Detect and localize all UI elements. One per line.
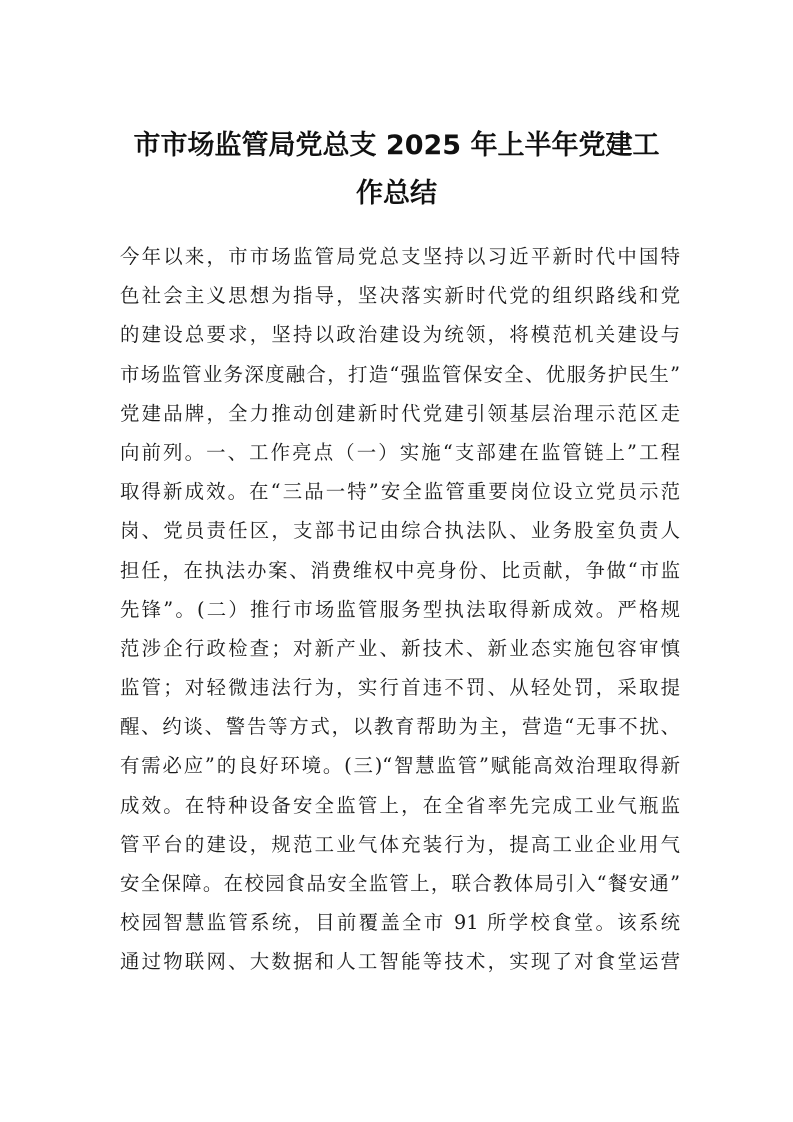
body-line: 取得新成效。在“三品一特”安全监管重要岗位设立党员示范 [120, 480, 680, 504]
body-line: 范涉企行政检查；对新产业、新技术、新业态实施包容审慎 [120, 636, 680, 660]
body-line: 党建品牌，全力推动创建新时代党建引领基层治理示范区走 [120, 401, 680, 425]
body-line: 担任，在执法办案、消费维权中亮身份、比贡献，争做“市监 [120, 558, 680, 582]
title-line-1: 市市场监管局党总支 2025 年上半年党建工 [133, 130, 660, 161]
document-title [100, 122, 693, 218]
body-line: 醒、约谈、警告等方式，以教育帮助为主，营造“无事不扰、 [120, 715, 680, 739]
body-line: 监管；对轻微违法行为，实行首违不罚、从轻处罚，采取提 [120, 676, 680, 700]
document-body [120, 237, 680, 982]
body-line: 成效。在特种设备安全监管上，在全省率先完成工业气瓶监 [120, 793, 680, 817]
body-line: 岗、党员责任区，支部书记由综合执法队、业务股室负责人 [120, 519, 680, 543]
body-line: 色社会主义思想为指导，坚决落实新时代党的组织路线和党 [120, 284, 680, 308]
body-line: 向前列。一、工作亮点（一）实施“支部建在监管链上”工程 [120, 440, 680, 464]
body-line: 管平台的建设，规范工业气体充装行为，提高工业企业用气 [120, 832, 680, 856]
body-line: 安全保障。在校园食品安全监管上，联合教体局引入“餐安通” [120, 872, 680, 895]
body-line: 先锋”。(二）推行市场监管服务型执法取得新成效。严格规 [120, 597, 680, 621]
body-line: 校园智慧监管系统，目前覆盖全市 91 所学校食堂。该系统 [120, 911, 680, 935]
body-line: 有需必应”的良好环境。(三)“智慧监管”赋能高效治理取得新 [120, 754, 680, 778]
body-line: 的建设总要求，坚持以政治建设为统领，将模范机关建设与 [120, 323, 680, 347]
body-line: 通过物联网、大数据和人工智能等技术，实现了对食堂运营 [120, 950, 680, 974]
body-line: 今年以来，市市场监管局党总支坚持以习近平新时代中国特 [120, 245, 680, 268]
title-line-2: 作总结 [356, 178, 437, 209]
body-line: 市场监管业务深度融合，打造“强监管保安全、优服务护民生” [120, 362, 680, 386]
